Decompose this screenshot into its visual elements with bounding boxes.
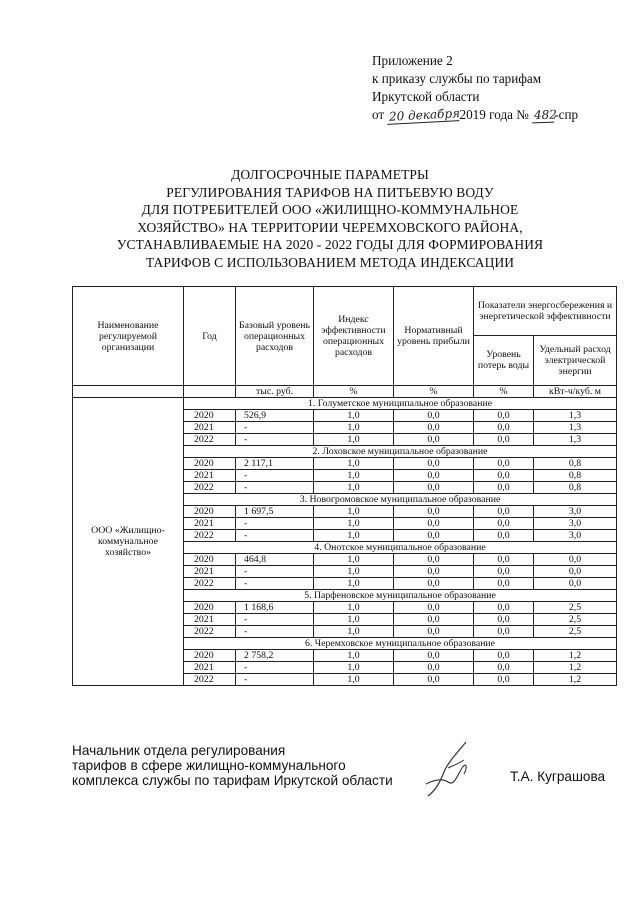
cell-profit: 0,0 xyxy=(394,650,474,662)
cell-losses: 0,0 xyxy=(474,518,534,530)
cell-losses: 0,0 xyxy=(474,566,534,578)
units-year-blank xyxy=(184,386,236,398)
signatory-block xyxy=(72,743,402,788)
unit-index: % xyxy=(314,386,394,398)
cell-base-cost: 2 117,1 xyxy=(236,458,314,470)
cell-index: 1,0 xyxy=(314,602,394,614)
cell-specific-energy: 1,2 xyxy=(534,674,617,686)
header-losses: Уровень потерь воды xyxy=(474,335,534,385)
handwritten-signature xyxy=(418,738,478,800)
cell-base-cost: 526,9 xyxy=(236,410,314,422)
cell-index: 1,0 xyxy=(314,410,394,422)
cell-losses: 0,0 xyxy=(474,578,534,590)
cell-specific-energy: 0,0 xyxy=(534,566,617,578)
cell-year: 2022 xyxy=(184,626,236,638)
cell-profit: 0,0 xyxy=(394,518,474,530)
cell-base-cost: - xyxy=(236,674,314,686)
cell-year: 2020 xyxy=(184,602,236,614)
cell-year: 2020 xyxy=(184,458,236,470)
cell-profit: 0,0 xyxy=(394,506,474,518)
cell-base-cost: 1 697,5 xyxy=(236,506,314,518)
cell-profit: 0,0 xyxy=(394,434,474,446)
signer-name: Т.А. Куграшова xyxy=(510,769,606,784)
section-header: 1. Голуметское муниципальное образование xyxy=(184,398,617,410)
cell-index: 1,0 xyxy=(314,674,394,686)
cell-index: 1,0 xyxy=(314,662,394,674)
cell-year: 2021 xyxy=(184,614,236,626)
cell-year: 2021 xyxy=(184,662,236,674)
cell-profit: 0,0 xyxy=(394,554,474,566)
cell-base-cost: - xyxy=(236,482,314,494)
cell-year: 2021 xyxy=(184,470,236,482)
tariff-parameters-table xyxy=(72,286,617,686)
cell-year: 2022 xyxy=(184,434,236,446)
cell-year: 2022 xyxy=(184,482,236,494)
number-suffix: -спр xyxy=(554,107,579,122)
cell-base-cost: - xyxy=(236,626,314,638)
cell-specific-energy: 1,3 xyxy=(534,410,617,422)
cell-specific-energy: 3,0 xyxy=(534,506,617,518)
footer-line-3: комплекса службы по тарифам Иркутской области xyxy=(72,773,393,788)
cell-specific-energy: 0,0 xyxy=(534,578,617,590)
handwritten-date: 20 декабря xyxy=(389,106,461,124)
header-energy-group: Показатели энергосбережения и энергетической эффективности xyxy=(474,287,617,336)
header-org: Наименование регулируемой организации xyxy=(73,287,184,386)
date-prefix: от xyxy=(372,107,385,122)
footer-line-2: тарифов в сфере жилищно-коммунального xyxy=(72,758,346,773)
header-index: Индекс эффективности операционных расходов xyxy=(314,287,394,386)
cell-profit: 0,0 xyxy=(394,566,474,578)
cell-index: 1,0 xyxy=(314,530,394,542)
header-specific: Удельный расход электрической энергии xyxy=(534,335,617,385)
cell-index: 1,0 xyxy=(314,458,394,470)
cell-specific-energy: 1,3 xyxy=(534,434,617,446)
cell-base-cost: - xyxy=(236,662,314,674)
date-suffix: 2019 года № xyxy=(459,107,529,122)
cell-profit: 0,0 xyxy=(394,470,474,482)
cell-base-cost: - xyxy=(236,566,314,578)
cell-base-cost: - xyxy=(236,470,314,482)
header-base: Базовый уровень операционных расходов xyxy=(236,287,314,386)
cell-index: 1,0 xyxy=(314,482,394,494)
header-profit: Нормативный уровень прибыли xyxy=(394,287,474,386)
cell-index: 1,0 xyxy=(314,470,394,482)
cell-index: 1,0 xyxy=(314,554,394,566)
cell-specific-energy: 0,0 xyxy=(534,554,617,566)
cell-year: 2022 xyxy=(184,674,236,686)
cell-base-cost: - xyxy=(236,530,314,542)
cell-year: 2021 xyxy=(184,422,236,434)
cell-specific-energy: 0,8 xyxy=(534,470,617,482)
cell-profit: 0,0 xyxy=(394,674,474,686)
section-header: 5. Парфеновское муниципальное образование xyxy=(184,590,617,602)
cell-losses: 0,0 xyxy=(474,626,534,638)
cell-losses: 0,0 xyxy=(474,422,534,434)
footer-line-1: Начальник отдела регулирования xyxy=(72,743,286,758)
units-org-blank xyxy=(73,386,184,398)
cell-profit: 0,0 xyxy=(394,422,474,434)
title-line-4: ХОЗЯЙСТВО» НА ТЕРРИТОРИИ ЧЕРЕМХОВСКОГО РАЙОНА, xyxy=(137,219,523,235)
section-header: 3. Новогромовское муниципальное образование xyxy=(184,494,617,506)
cell-specific-energy: 1,3 xyxy=(534,422,617,434)
cell-index: 1,0 xyxy=(314,614,394,626)
cell-losses: 0,0 xyxy=(474,554,534,566)
cell-year: 2020 xyxy=(184,554,236,566)
cell-specific-energy: 2,5 xyxy=(534,602,617,614)
cell-profit: 0,0 xyxy=(394,602,474,614)
cell-index: 1,0 xyxy=(314,434,394,446)
appendix-line-3: Иркутской области xyxy=(372,89,480,104)
organization-name: ООО «Жилищно-коммунальное хозяйство» xyxy=(73,398,184,686)
title-line-3: ДЛЯ ПОТРЕБИТЕЛЕЙ ООО «ЖИЛИЩНО-КОММУНАЛЬНОЕ xyxy=(141,202,519,217)
cell-losses: 0,0 xyxy=(474,482,534,494)
cell-profit: 0,0 xyxy=(394,662,474,674)
cell-profit: 0,0 xyxy=(394,578,474,590)
document-title xyxy=(70,166,590,271)
appendix-block xyxy=(372,52,622,124)
cell-index: 1,0 xyxy=(314,626,394,638)
unit-base: тыс. руб. xyxy=(236,386,314,398)
cell-year: 2022 xyxy=(184,530,236,542)
cell-index: 1,0 xyxy=(314,566,394,578)
cell-index: 1,0 xyxy=(314,422,394,434)
unit-specific: кВт-ч/куб. м xyxy=(534,386,617,398)
cell-index: 1,0 xyxy=(314,518,394,530)
cell-losses: 0,0 xyxy=(474,614,534,626)
cell-losses: 0,0 xyxy=(474,434,534,446)
cell-losses: 0,0 xyxy=(474,458,534,470)
cell-base-cost: 464,8 xyxy=(236,554,314,566)
cell-losses: 0,0 xyxy=(474,650,534,662)
cell-specific-energy: 2,5 xyxy=(534,626,617,638)
appendix-date-line xyxy=(372,106,622,124)
appendix-line-2: к приказу службы по тарифам xyxy=(372,71,542,86)
unit-losses: % xyxy=(474,386,534,398)
cell-year: 2020 xyxy=(184,506,236,518)
cell-profit: 0,0 xyxy=(394,458,474,470)
cell-index: 1,0 xyxy=(314,650,394,662)
cell-losses: 0,0 xyxy=(474,662,534,674)
cell-profit: 0,0 xyxy=(394,626,474,638)
cell-year: 2020 xyxy=(184,650,236,662)
cell-losses: 0,0 xyxy=(474,602,534,614)
cell-specific-energy: 2,5 xyxy=(534,614,617,626)
section-header: 6. Черемховское муниципальное образование xyxy=(184,638,617,650)
title-line-1: ДОЛГОСРОЧНЫЕ ПАРАМЕТРЫ xyxy=(231,167,429,182)
handwritten-number: 482 xyxy=(533,107,558,123)
cell-year: 2021 xyxy=(184,518,236,530)
cell-profit: 0,0 xyxy=(394,530,474,542)
cell-specific-energy: 0,8 xyxy=(534,458,617,470)
cell-base-cost: 2 758,2 xyxy=(236,650,314,662)
cell-specific-energy: 1,2 xyxy=(534,662,617,674)
cell-specific-energy: 3,0 xyxy=(534,518,617,530)
title-line-6: ТАРИФОВ С ИСПОЛЬЗОВАНИЕМ МЕТОДА ИНДЕКСАЦИИ xyxy=(145,254,515,270)
cell-year: 2020 xyxy=(184,410,236,422)
cell-losses: 0,0 xyxy=(474,530,534,542)
cell-profit: 0,0 xyxy=(394,482,474,494)
cell-base-cost: - xyxy=(236,578,314,590)
cell-profit: 0,0 xyxy=(394,614,474,626)
cell-index: 1,0 xyxy=(314,578,394,590)
cell-losses: 0,0 xyxy=(474,410,534,422)
section-header: 4. Онотское муниципальное образование xyxy=(184,542,617,554)
cell-losses: 0,0 xyxy=(474,506,534,518)
cell-base-cost: - xyxy=(236,422,314,434)
cell-year: 2022 xyxy=(184,578,236,590)
title-line-5: УСТАНАВЛИВАЕМЫЕ НА 2020 - 2022 ГОДЫ ДЛЯ ФОРМИРОВАНИЯ xyxy=(116,237,544,252)
title-line-2: РЕГУЛИРОВАНИЯ ТАРИФОВ НА ПИТЬЕВУЮ ВОДУ xyxy=(166,184,494,200)
cell-year: 2021 xyxy=(184,566,236,578)
cell-specific-energy: 3,0 xyxy=(534,530,617,542)
cell-index: 1,0 xyxy=(314,506,394,518)
cell-losses: 0,0 xyxy=(474,470,534,482)
cell-losses: 0,0 xyxy=(474,674,534,686)
cell-base-cost: - xyxy=(236,614,314,626)
cell-base-cost: - xyxy=(236,434,314,446)
cell-specific-energy: 0,8 xyxy=(534,482,617,494)
section-header: 2. Лоховское муниципальное образование xyxy=(184,446,617,458)
cell-base-cost: - xyxy=(236,518,314,530)
unit-profit: % xyxy=(394,386,474,398)
appendix-line-1: Приложение 2 xyxy=(372,53,453,68)
cell-specific-energy: 1,2 xyxy=(534,650,617,662)
cell-base-cost: 1 168,6 xyxy=(236,602,314,614)
header-year: Год xyxy=(184,287,236,386)
cell-profit: 0,0 xyxy=(394,410,474,422)
